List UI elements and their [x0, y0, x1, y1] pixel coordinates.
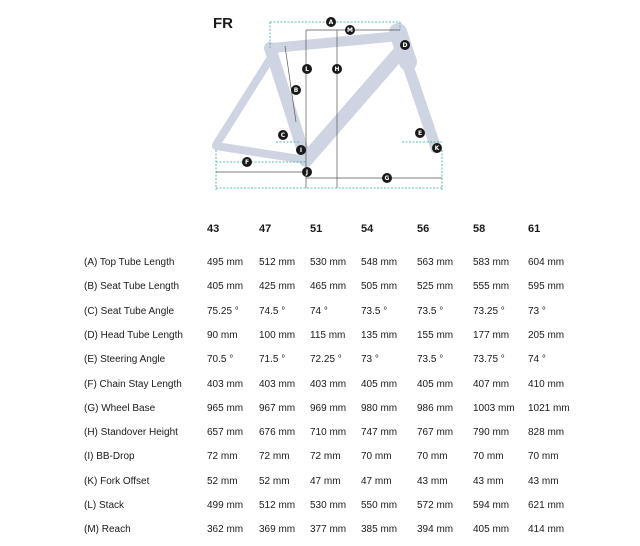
table-cell: 563 mm: [417, 257, 454, 268]
table-cell: 657 mm: [207, 427, 244, 439]
table-cell: 1021 mm: [528, 402, 570, 414]
row-label: (I) BB-Drop: [84, 451, 135, 463]
table-cell: 505 mm: [361, 281, 398, 293]
table-cell: 43 mm: [528, 475, 559, 487]
svg-text:C: C: [280, 132, 286, 140]
table-cell: 377 mm: [310, 524, 347, 536]
table-cell: 790 mm: [473, 427, 510, 439]
table-cell: 986 mm: [417, 402, 454, 414]
row-label: (C) Seat Tube Angle: [84, 305, 175, 317]
table-cell: 583 mm: [473, 257, 510, 268]
svg-text:E: E: [417, 130, 423, 138]
svg-text:F: F: [244, 159, 250, 167]
svg-text:D: D: [402, 42, 408, 50]
size-header: 61: [528, 223, 541, 235]
size-header: 47: [259, 223, 272, 235]
row-label: (K) Fork Offset: [84, 475, 150, 487]
table-cell: 74.5 °: [259, 305, 286, 317]
table-cell: 555 mm: [473, 281, 510, 293]
table-cell: 405 mm: [473, 524, 510, 536]
table-cell: 73 °: [528, 305, 546, 317]
table-cell: 410 mm: [528, 378, 565, 390]
table-cell: 73.75 °: [473, 354, 505, 366]
table-cell: 75.25 °: [207, 305, 239, 317]
row-label: (D) Head Tube Length: [84, 329, 183, 341]
svg-text:J: J: [305, 169, 309, 177]
table-cell: 499 mm: [207, 500, 244, 511]
table-cell: 767 mm: [417, 427, 454, 439]
size-header: 54: [361, 223, 374, 235]
table-cell: 90 mm: [207, 329, 238, 341]
table-cell: 70 mm: [361, 451, 392, 463]
table-cell: 604 mm: [528, 257, 565, 268]
table-cell: 72 mm: [259, 451, 290, 463]
table-cell: 512 mm: [259, 500, 296, 511]
table-cell: 403 mm: [207, 378, 244, 390]
table-cell: 72 mm: [207, 451, 238, 463]
table-cell: 70.5 °: [207, 354, 234, 366]
table-cell: 621 mm: [528, 500, 565, 511]
table-cell: 74 °: [310, 305, 328, 317]
svg-text:G: G: [384, 175, 390, 183]
table-cell: 385 mm: [361, 524, 398, 536]
table-cell: 405 mm: [361, 378, 398, 390]
svg-text:K: K: [434, 145, 440, 153]
table-cell: 362 mm: [207, 524, 244, 536]
table-cell: 595 mm: [528, 281, 565, 293]
table-cell: 495 mm: [207, 257, 244, 268]
table-cell: 52 mm: [259, 475, 290, 487]
table-cell: 135 mm: [361, 329, 398, 341]
table-cell: 52 mm: [207, 475, 238, 487]
table-cell: 530 mm: [310, 257, 347, 268]
table-cell: 70 mm: [473, 451, 504, 463]
table-cell: 72 mm: [310, 451, 341, 463]
table-cell: 70 mm: [528, 451, 559, 463]
table-cell: 369 mm: [259, 524, 296, 536]
row-label: (E) Steering Angle: [84, 354, 166, 366]
table-cell: 74 °: [528, 354, 546, 366]
table-cell: 530 mm: [310, 500, 347, 511]
table-cell: 512 mm: [259, 257, 296, 268]
svg-text:H: H: [334, 66, 340, 74]
table-cell: 100 mm: [259, 329, 296, 341]
table-cell: 47 mm: [361, 475, 392, 487]
row-label: (B) Seat Tube Length: [84, 281, 180, 293]
table-cell: 747 mm: [361, 427, 398, 439]
table-cell: 73 °: [361, 354, 379, 366]
size-header: 51: [310, 223, 323, 235]
size-header: 56: [417, 223, 430, 235]
table-cell: 969 mm: [310, 402, 347, 414]
row-label: (H) Standover Height: [84, 427, 178, 439]
table-cell: 980 mm: [361, 402, 398, 414]
table-cell: 548 mm: [361, 257, 398, 268]
table-cell: 405 mm: [207, 281, 244, 293]
table-cell: 572 mm: [417, 500, 454, 511]
svg-text:M: M: [347, 27, 353, 35]
table-cell: 43 mm: [417, 475, 448, 487]
table-cell: 403 mm: [310, 378, 347, 390]
table-cell: 425 mm: [259, 281, 296, 293]
table-cell: 403 mm: [259, 378, 296, 390]
row-label: (F) Chain Stay Length: [84, 378, 182, 390]
table-cell: 550 mm: [361, 500, 398, 511]
table-cell: 73.5 °: [417, 305, 444, 317]
size-header: 43: [207, 223, 220, 235]
table-cell: 155 mm: [417, 329, 454, 341]
table-cell: 967 mm: [259, 402, 296, 414]
table-cell: 47 mm: [310, 475, 341, 487]
table-cell: 70 mm: [417, 451, 448, 463]
table-cell: 1003 mm: [473, 402, 515, 414]
table-cell: 394 mm: [417, 524, 454, 536]
table-cell: 205 mm: [528, 329, 565, 341]
table-cell: 405 mm: [417, 378, 454, 390]
table-cell: 72.25 °: [310, 354, 342, 366]
svg-text:B: B: [293, 87, 299, 95]
table-cell: 73.5 °: [417, 354, 444, 366]
table-cell: 710 mm: [310, 427, 347, 439]
table-cell: 465 mm: [310, 281, 347, 293]
size-header: 58: [473, 223, 486, 235]
row-label: (L) Stack: [84, 500, 125, 511]
table-cell: 414 mm: [528, 524, 565, 536]
table-cell: 594 mm: [473, 500, 510, 511]
row-label: (A) Top Tube Length: [84, 257, 175, 268]
row-label: (G) Wheel Base: [84, 402, 156, 414]
table-cell: 73.25 °: [473, 305, 505, 317]
svg-text:I: I: [299, 147, 303, 155]
table-cell: 115 mm: [310, 329, 346, 341]
table-cell: 676 mm: [259, 427, 296, 439]
table-cell: 73.5 °: [361, 305, 388, 317]
svg-text:A: A: [328, 19, 334, 27]
svg-text:L: L: [305, 66, 309, 74]
table-cell: 525 mm: [417, 281, 454, 293]
table-cell: 43 mm: [473, 475, 504, 487]
table-cell: 71.5 °: [259, 354, 286, 366]
table-cell: 407 mm: [473, 378, 510, 390]
row-label: (M) Reach: [84, 524, 131, 536]
table-cell: 177 mm: [473, 329, 510, 341]
frame-title: FR: [213, 15, 233, 32]
table-cell: 965 mm: [207, 402, 244, 414]
table-cell: 828 mm: [528, 427, 565, 439]
